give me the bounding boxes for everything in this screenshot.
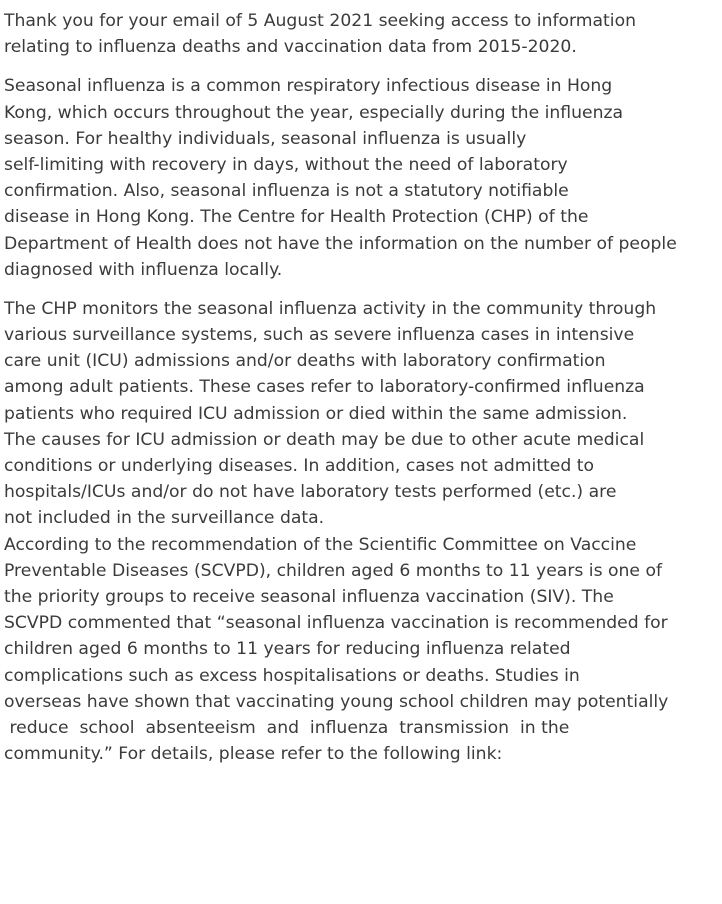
text-line: self-limiting with recovery in days, without the need of laboratory (4, 154, 568, 175)
text-line: not included in the surveillance data. (4, 508, 325, 529)
text-line: patients who required ICU admission or died within the same admission. (4, 403, 628, 424)
text-line: conditions or underlying diseases. In addition, cases not admitted to (4, 456, 594, 476)
text-line: confirmation. Also, seasonal influenza is not a statutory notifiable (4, 181, 569, 202)
text-line: disease in Hong Kong. The Centre for Health Protection (CHP) of the (4, 207, 589, 228)
paragraph-seasonal-influenza (4, 73, 716, 283)
paragraph-chp-surveillance (4, 296, 716, 532)
text-line: relating to influenza deaths and vaccination data from 2015-2020. (4, 37, 577, 58)
text-line: Seasonal influenza is a common respiratory infectious disease in Hong (4, 76, 613, 97)
text-line: diagnosed with influenza locally. (4, 259, 283, 280)
text-line: Kong, which occurs throughout the year, especially during the influenza (4, 102, 624, 123)
text-line: community.” For details, please refer to the following link: (4, 744, 503, 765)
text-line: the priority groups to receive seasonal influenza vaccination (SIV). The (4, 586, 614, 607)
text-line: reduce school absenteeism and influenza transmission in the (4, 717, 570, 738)
paragraph-intro (4, 8, 716, 60)
text-line: among adult patients. These cases refer to laboratory-confirmed influenza (4, 377, 645, 398)
text-line: care unit (ICU) admissions and/or deaths with laboratory confirmation (4, 351, 606, 372)
text-line: children aged 6 months to 11 years for reducing influenza related (4, 639, 571, 660)
text-line: Preventable Diseases (SCVPD), children aged 6 months to 11 years is one of (4, 560, 663, 581)
text-line: The CHP monitors the seasonal influenza activity in the community through (4, 298, 657, 319)
paragraph-scvpd-recommendation (4, 532, 716, 768)
text-line: overseas have shown that vaccinating young school children may potentially (4, 691, 669, 712)
text-line: season. For healthy individuals, seasonal influenza is usually (4, 128, 527, 149)
text-line: Department of Health does not have the information on the number of people (4, 233, 677, 254)
text-line: complications such as excess hospitalisations or deaths. Studies in (4, 665, 580, 686)
text-line: various surveillance systems, such as severe influenza cases in intensive (4, 325, 635, 346)
text-line: SCVPD commented that “seasonal influenza vaccination is recommended for (4, 613, 668, 634)
text-line: According to the recommendation of the Scientific Committee on Vaccine (4, 534, 637, 555)
text-line: Thank you for your email of 5 August 2021 seeking access to information (4, 11, 636, 31)
text-line: hospitals/ICUs and/or do not have laboratory tests performed (etc.) are (4, 482, 617, 503)
text-line: The causes for ICU admission or death may be due to other acute medical (4, 429, 645, 450)
